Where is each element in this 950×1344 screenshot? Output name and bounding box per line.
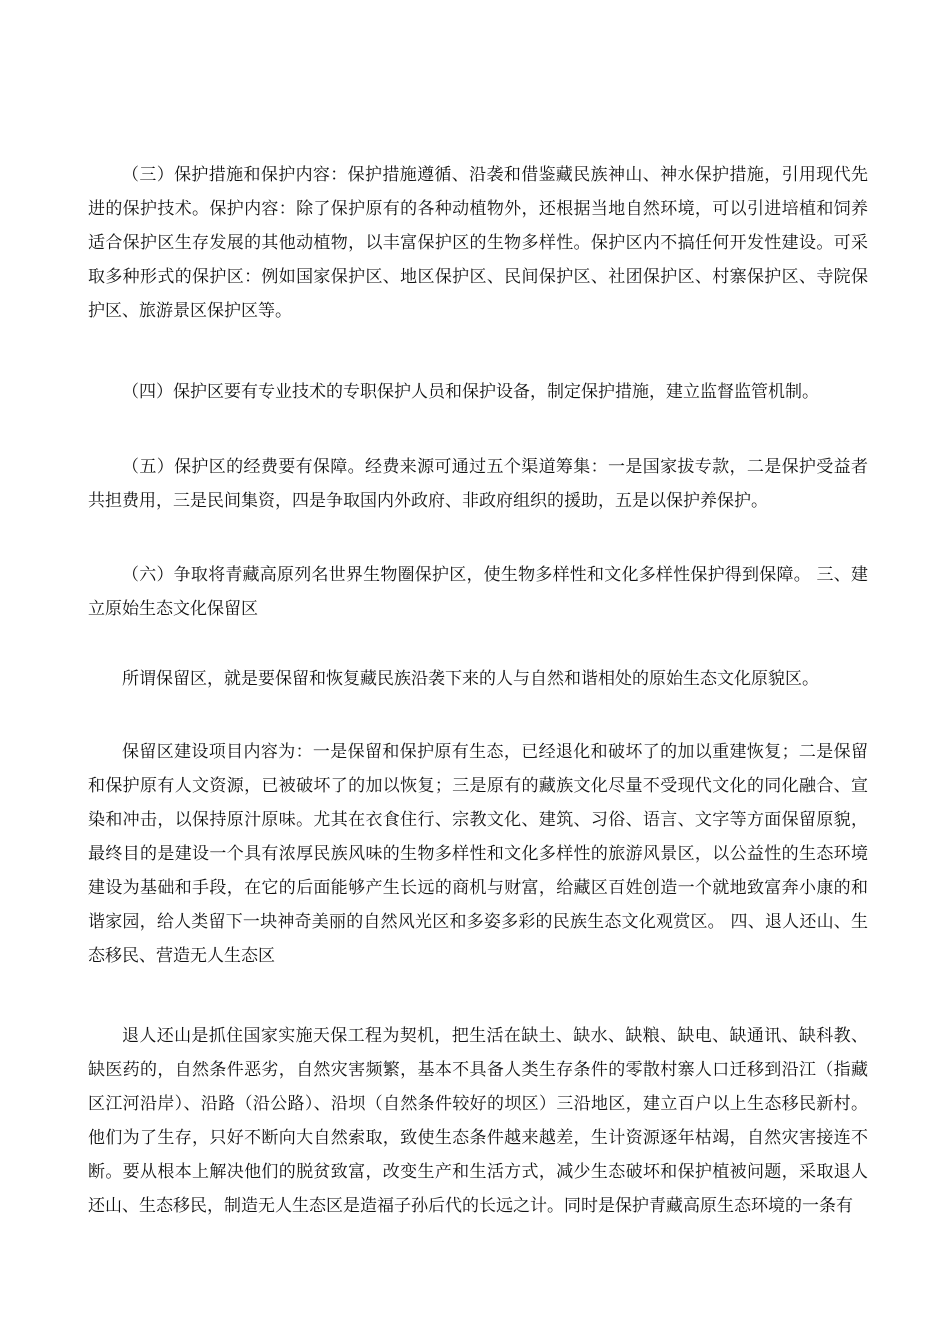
paragraph-reserve-definition: 所谓保留区，就是要保留和恢复藏民族沿袭下来的人与自然和谐相处的原始生态文化原貌区。 — [122, 669, 819, 689]
paragraph-biosphere-and-section-three: （六）争取将青藏高原列名世界生物圈保护区，使生物多样性和文化多样性保护得到保障。 三、建立原始生态文化保留区 — [88, 565, 868, 619]
paragraph-eco-migration: 退人还山是抓住国家实施天保工程为契机，把生活在缺土、缺水、缺粮、缺电、缺通讯、缺科教、缺医药的，自然条件恶劣，自然灾害频繁，基本不具备人类生存条件的零散村寨人口迁移到沿江（指藏区江河沿岸）、沿路（沿公路）、沿坝（自然条件较好的坝区）三沿地区，建立百户以上生态移民新村。他们为了生存，只好不断向大自然索取，致使生态条件越来越差，生计资源逐年枯竭，自然灾害接连不断。要从根本上解决他们的脱贫致富，改变生产和生活方式，减少生态破坏和保护植被问题，采取退人还山、生态移民，制造无人生态区是造福子孙后代的长远之计。同时是保护青藏高原生态环境的一条有 — [88, 1026, 868, 1216]
paragraph-funding: （五）保护区的经费要有保障。经费来源可通过五个渠道筹集：一是国家拔专款，二是保护受益者共担费用，三是民间集资，四是争取国内外政府、非政府组织的援助，五是以保护养保护。 — [88, 457, 868, 511]
paragraph-reserve-projects: 保留区建设项目内容为：一是保留和保护原有生态，已经退化和破坏了的加以重建恢复；二是保留和保护原有人文资源，已被破坏了的加以恢复；三是原有的藏族文化尽量不受现代文化的同化融合、宣染和冲击，以保持原汁原味。尤其在衣食住行、宗教文化、建筑、习俗、语言、文字等方面保留原貌，最终目的是建设一个具有浓厚民族风味的生物多样性和文化多样性的旅游风景区，以公益性的生态环境建设为基础和手段，在它的后面能够产生长远的商机与财富，给藏区百姓创造一个就地致富奔小康的和谐家园，给人类留下一块神奇美丽的自然风光区和多姿多彩的民族生态文化观赏区。 四、退人还山、生态移民、营造无人生态区 — [88, 742, 868, 966]
paragraph-protection-measures: （三）保护措施和保护内容：保护措施遵循、沿袭和借鉴藏民族神山、神水保护措施，引用现代先进的保护技术。保护内容：除了保护原有的各种动植物外，还根据当地自然环境，可以引进培植和饲养适合保护区生存发展的其他动植物，以丰富保护区的生物多样性。保护区内不搞任何开发性建设。可采取多种形式的保护区：例如国家保护区、地区保护区、民间保护区、社团保护区、村寨保护区、寺院保护区、旅游景区保护区等。 — [88, 165, 868, 321]
paragraph-staff-equipment: （四）保护区要有专业技术的专职保护人员和保护设备，制定保护措施，建立监督监管机制。 — [122, 382, 819, 402]
